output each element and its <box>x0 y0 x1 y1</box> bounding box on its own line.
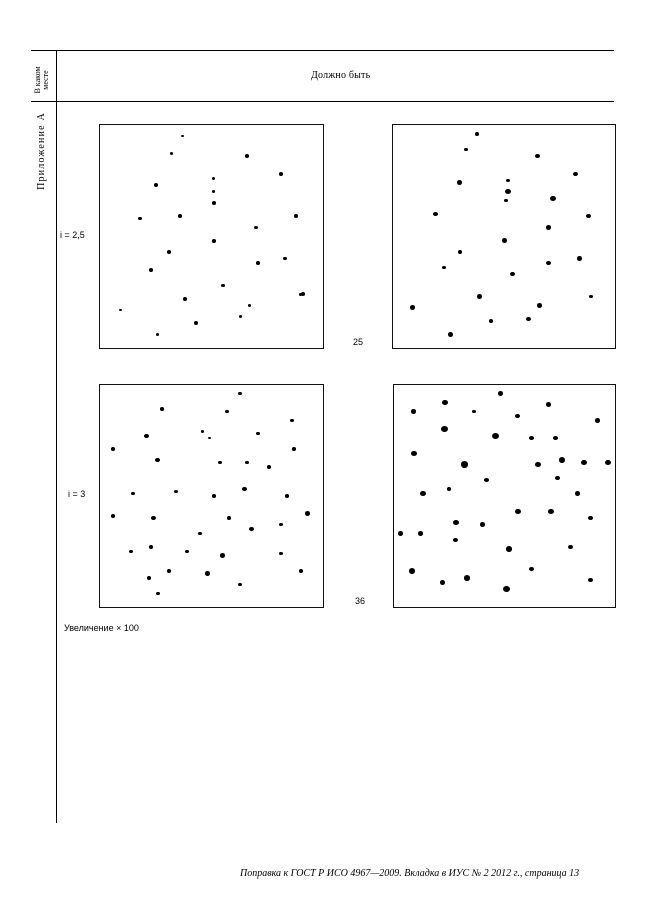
page-footer: Поправка к ГОСТ Р ИСО 4967—2009. Вкладка в ИУС № 2 2012 г., страница 13 <box>240 868 580 879</box>
inclusion-dot <box>238 583 242 587</box>
inclusion-dot <box>506 546 512 551</box>
inclusion-dot <box>510 272 515 277</box>
inclusion-dot <box>212 177 215 180</box>
inclusion-dot <box>245 154 249 158</box>
inclusion-dot <box>149 545 153 549</box>
inclusion-dot <box>420 491 426 496</box>
inclusion-dot <box>605 460 611 465</box>
inclusion-dot <box>515 414 520 419</box>
inclusion-dot <box>279 552 283 556</box>
inclusion-dot <box>170 152 173 155</box>
magnification-label: Увеличение × 100 <box>64 623 139 633</box>
inclusion-dot <box>535 462 541 467</box>
inclusion-dot <box>546 402 551 407</box>
inclusion-dot <box>285 494 289 498</box>
inclusion-dot <box>529 436 534 441</box>
inclusion-dot <box>299 569 303 573</box>
inclusion-dot <box>440 580 445 585</box>
inclusion-dot <box>433 212 438 217</box>
inclusion-dot <box>156 333 159 336</box>
inclusion-dot <box>160 407 164 411</box>
inclusion-dot <box>464 148 468 152</box>
inclusion-dot <box>458 250 462 254</box>
inclusion-dot <box>294 214 298 218</box>
inclusion-dot <box>546 261 551 266</box>
inclusion-dot <box>559 457 565 462</box>
inclusion-panel-i25-right <box>392 124 616 349</box>
inclusion-dot <box>198 532 202 536</box>
inclusion-dot <box>208 437 211 440</box>
row1-index-label: i = 2,5 <box>60 230 85 240</box>
inclusion-dot <box>573 172 578 177</box>
inclusion-dot <box>453 520 459 525</box>
inclusion-dot <box>477 294 482 299</box>
inclusion-dot <box>529 567 534 572</box>
inclusion-dot <box>553 436 558 441</box>
inclusion-dot <box>537 303 542 308</box>
inclusion-dot <box>167 569 171 573</box>
inclusion-dot <box>147 576 151 580</box>
inclusion-dot <box>505 189 511 194</box>
inclusion-dot <box>502 238 507 243</box>
inclusion-dot <box>442 266 446 270</box>
inclusion-dot <box>526 317 531 322</box>
inclusion-dot <box>504 199 508 203</box>
inclusion-dot <box>156 592 160 596</box>
inclusion-dot <box>588 516 593 521</box>
inclusion-dot <box>238 392 242 396</box>
inclusion-dot <box>472 410 476 414</box>
inclusion-dot <box>218 461 222 465</box>
inclusion-dot <box>581 460 587 465</box>
inclusion-dot <box>151 516 156 521</box>
inclusion-dot <box>475 132 479 136</box>
inclusion-dot <box>167 250 171 254</box>
inclusion-dot <box>283 257 287 261</box>
inclusion-dot <box>239 315 242 318</box>
side-header-text: В каком месте <box>33 66 50 94</box>
inclusion-dot <box>410 305 415 310</box>
inclusion-dot <box>248 304 251 307</box>
inclusion-dot <box>411 451 417 456</box>
inclusion-dot <box>492 433 499 439</box>
inclusion-dot <box>185 550 189 554</box>
top-rule <box>31 50 614 51</box>
inclusion-dot <box>205 571 210 576</box>
inclusion-dot <box>441 426 448 432</box>
inclusion-dot <box>149 268 153 272</box>
inclusion-dot <box>398 531 403 536</box>
inclusion-dot <box>409 568 415 573</box>
inclusion-dot <box>155 458 160 463</box>
inclusion-dot <box>174 490 178 494</box>
inclusion-dot <box>290 419 294 423</box>
inclusion-dot <box>555 476 560 481</box>
inclusion-dot <box>442 400 448 405</box>
inclusion-dot <box>588 578 593 583</box>
inclusion-panel-i3-left <box>99 384 324 608</box>
inclusion-dot <box>586 214 591 219</box>
inclusion-dot <box>212 494 216 498</box>
inclusion-dot <box>254 226 258 230</box>
inclusion-dot <box>515 509 521 514</box>
inclusion-dot <box>111 447 115 451</box>
header-title: Должно быть <box>311 70 371 81</box>
inclusion-dot <box>461 461 468 467</box>
inclusion-dot <box>595 418 600 423</box>
inclusion-dot <box>279 172 283 176</box>
inclusion-dot <box>457 180 462 185</box>
inclusion-dot <box>249 527 254 532</box>
inclusion-dot <box>568 545 573 550</box>
inclusion-dot <box>448 332 453 337</box>
inclusion-dot <box>256 261 260 265</box>
inclusion-dot <box>194 321 198 325</box>
inclusion-dot <box>267 465 271 469</box>
inclusion-dot <box>178 214 182 218</box>
inclusion-dot <box>589 295 593 299</box>
inclusion-dot <box>577 256 582 261</box>
inclusion-dot <box>220 553 225 558</box>
inclusion-dot <box>575 491 580 496</box>
inclusion-dot <box>464 575 470 580</box>
inclusion-dot <box>480 522 485 527</box>
inclusion-dot <box>489 319 493 323</box>
inclusion-panel-i25-left <box>99 124 324 349</box>
inclusion-dot <box>212 190 215 193</box>
inclusion-dot <box>453 538 458 543</box>
inclusion-dot <box>305 511 310 516</box>
inclusion-dot <box>183 297 187 301</box>
inclusion-dot <box>181 135 184 138</box>
inclusion-dot <box>279 523 283 527</box>
left-column-rule <box>56 50 57 823</box>
inclusion-dot <box>227 516 231 520</box>
row2-index-label: i = 3 <box>68 489 86 499</box>
inclusion-dot <box>111 514 115 518</box>
inclusion-dot <box>138 217 142 221</box>
inclusion-dot <box>299 293 302 296</box>
inclusion-dot <box>503 586 510 592</box>
inclusion-dot <box>484 478 489 483</box>
inclusion-dot <box>535 154 540 159</box>
inclusion-dot <box>242 487 247 492</box>
inclusion-dot <box>498 391 503 396</box>
inclusion-dot <box>256 432 260 436</box>
inclusion-panel-i3-right <box>393 384 616 608</box>
inclusion-dot <box>418 531 423 536</box>
inclusion-dot <box>447 487 451 491</box>
inclusion-dot <box>154 183 158 187</box>
inclusion-dot <box>212 239 216 243</box>
inclusion-dot <box>548 509 554 514</box>
inclusion-dot <box>221 284 225 288</box>
appendix-label: Приложение А <box>36 112 47 190</box>
row2-grade-label: 36 <box>355 596 366 606</box>
inclusion-dot <box>129 550 133 554</box>
side-header <box>34 52 54 108</box>
inclusion-dot <box>131 492 135 496</box>
inclusion-dot <box>225 410 229 414</box>
inclusion-dot <box>506 179 510 183</box>
inclusion-dot <box>550 196 556 201</box>
row1-grade-label: 25 <box>353 337 364 347</box>
inclusion-dot <box>144 434 149 439</box>
inclusion-dot <box>201 430 204 433</box>
inclusion-dot <box>119 309 122 312</box>
inclusion-dot <box>292 447 296 451</box>
inclusion-dot <box>411 409 416 414</box>
inclusion-dot <box>212 201 216 205</box>
inclusion-dot <box>245 461 249 465</box>
header-bottom-rule <box>31 101 614 102</box>
inclusion-dot <box>546 225 551 230</box>
